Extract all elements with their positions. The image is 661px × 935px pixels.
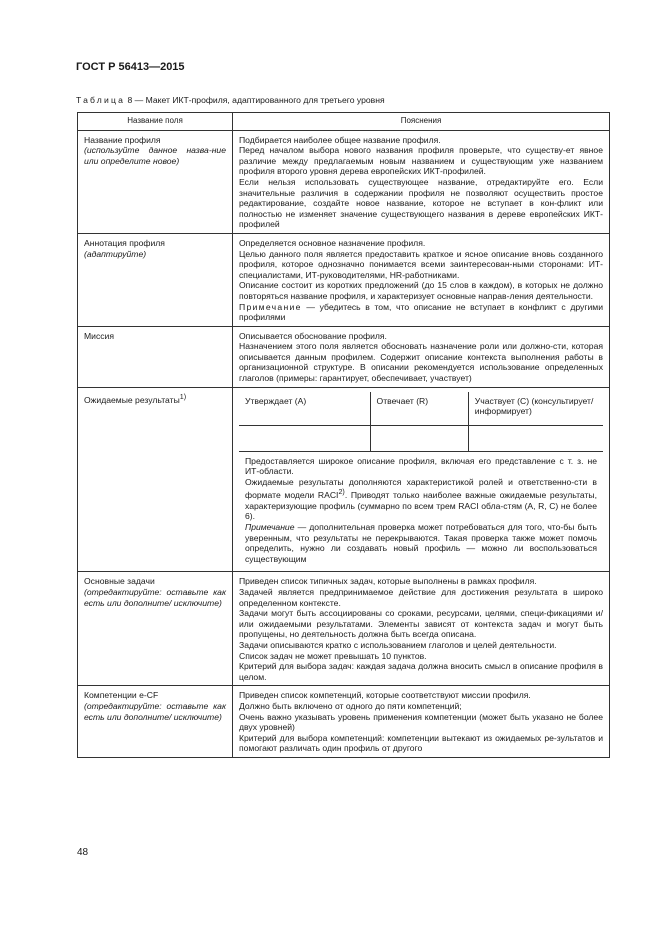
paragraph-text: . Приводят только наиболее важные ожидаемые результаты, характеризующие профиль (суммарно по всем трем RACI обла-стям (А, R, С) не более 6). bbox=[245, 490, 597, 522]
table-row-profile-name bbox=[78, 130, 610, 233]
profile-template-table bbox=[77, 112, 610, 758]
explanation-paragraph: Критерий для выбора компетенций: компетенции вытекают из ожидаемых ре-зультатов и помогают различать один профиль от другого bbox=[239, 732, 603, 754]
field-cell bbox=[78, 686, 233, 758]
explanation-paragraph: Критерий для выбора задач: каждая задача должна вносить смысл в описание профиля в целом. bbox=[239, 661, 603, 682]
explanation-paragraph: Если нельзя использовать существующее название, отредактируйте его. Если значительные различия в содержании профиля не позволяют осуществить простое редактирование, создайте новое название, которое не вступает в кон-фликт или полностью не изменяет значение существующего названия в дереве европейских ИКТ-профилей bbox=[239, 176, 603, 230]
explanation-paragraph bbox=[245, 477, 597, 522]
table-row-ecf-competences bbox=[78, 686, 610, 758]
raci-header-consulted: Участвует (С) (консультирует/ информирует) bbox=[468, 392, 603, 426]
explanation-paragraph: Очень важно указывать уровень применения компетенции (может быть указано не более двух уровней) bbox=[239, 711, 603, 733]
table-row-expected-results bbox=[78, 387, 610, 572]
page-number: 48 bbox=[77, 847, 89, 858]
raci-header-responsible: Отвечает (R) bbox=[370, 392, 468, 426]
explanation-paragraph: Список задач не может превышать 10 пунктов. bbox=[239, 650, 427, 661]
field-hint: (адаптируйте) bbox=[84, 248, 147, 259]
field-name: Компетенции e-CF bbox=[84, 690, 159, 701]
explanation-cell bbox=[233, 686, 610, 758]
raci-header-row bbox=[239, 392, 603, 426]
explanation-cell bbox=[233, 572, 610, 686]
explanation-paragraph: Приведен список типичных задач, которые выполнены в рамках профиля. bbox=[239, 576, 537, 587]
explanation-paragraph: Должно быть включено от одного до пяти компетенций; bbox=[239, 700, 462, 711]
raci-header-approves: Утверждает (А) bbox=[239, 392, 370, 426]
explanation-paragraph: Предоставляется широкое описание профиля, включая его представление с т. з. не ИТ-области. bbox=[245, 455, 597, 477]
field-hint: (отредактируйте: оставьте как есть или дополните/ исключите) bbox=[84, 587, 226, 608]
explanation-paragraph: Целью данного поля является предоставить краткое и ясное описание вновь созданного профиля, которое однозначно понимается всеми заинтересован-ными сторонами: ИТ-специалистами, ИТ-руководителями, HR-работниками. bbox=[239, 248, 603, 280]
explanation-paragraph: Назначением этого поля является обосновать назначение роли или должно-сти, которая описывается данным профилем. Содержит описание контекста выполнения работы в организационной структуре. В описании рекомендуется использование определенных глаголов (примеры: гарантирует, обеспечивает, участвует) bbox=[239, 341, 603, 384]
table-row-mission bbox=[78, 326, 610, 387]
table-caption-label: Таблица bbox=[76, 95, 126, 105]
document-header: ГОСТ Р 56413—2015 bbox=[76, 61, 185, 73]
note-label: Примечание bbox=[245, 522, 295, 533]
table-header-row bbox=[78, 113, 610, 131]
column-header-field-name: Название поля bbox=[78, 113, 233, 131]
explanation-paragraph: Подбирается наиболее общее название профиля. bbox=[239, 134, 441, 145]
explanation-paragraph: Задачи могут быть ассоциированы со сроками, ресурсами, целями, специ-фикациями и/или ожидаемыми результатами. Элементы зависят от контекста задач и могут быть пропущены, но деятельность должна быть всегда описана. bbox=[239, 608, 603, 640]
explanation-paragraph: Определяется основное назначение профиля. bbox=[239, 237, 426, 248]
raci-empty-cell bbox=[468, 425, 603, 451]
table-caption bbox=[76, 95, 385, 105]
explanation-paragraph: Приведен список компетенций, которые соответствуют миссии профиля. bbox=[239, 690, 531, 701]
field-name: Основные задачи bbox=[84, 576, 155, 587]
explanation-note bbox=[245, 522, 597, 564]
explanation-cell bbox=[233, 326, 610, 387]
field-cell bbox=[78, 387, 233, 572]
field-cell bbox=[78, 233, 233, 326]
explanation-paragraph: Описание состоит из коротких предложений (до 15 слов в каждом), в которых не должно повторяться название профиля, и характеризует основные направ-ления деятельности. bbox=[239, 280, 603, 301]
field-hint: (отредактируйте: оставьте как есть или дополните/ исключите) bbox=[84, 700, 226, 722]
raci-table bbox=[239, 392, 603, 569]
explanation-paragraph: Задачи описываются кратко с использованием глаголов и целей деятельности. bbox=[239, 640, 557, 651]
explanation-cell bbox=[233, 130, 610, 233]
raci-empty-row bbox=[239, 425, 603, 451]
column-header-explanations: Пояснения bbox=[233, 113, 610, 131]
raci-empty-cell bbox=[370, 425, 468, 451]
field-name: Аннотация профиля bbox=[84, 237, 165, 248]
field-name: Миссия bbox=[84, 330, 115, 341]
explanation-cell bbox=[233, 233, 610, 326]
raci-empty-cell bbox=[239, 425, 370, 451]
paragraph-text: Ожидаемые результаты дополняются характеристикой ролей и ответственно-сти в формате модели RACI bbox=[245, 476, 597, 501]
explanation-paragraph: Перед началом выбора нового названия профиля проверьте, что существу-ет явное различие между предлагаемым новым названием и существующим уже названием профиля второго уровня дерева европейских ИКТ-профилей. bbox=[239, 145, 603, 177]
note-label: Примечание bbox=[239, 301, 302, 312]
field-cell bbox=[78, 130, 233, 233]
field-cell bbox=[78, 572, 233, 686]
field-name bbox=[84, 392, 226, 405]
table-row-profile-annotation bbox=[78, 233, 610, 326]
footnote-marker: 1) bbox=[179, 392, 187, 401]
explanation-note bbox=[239, 302, 603, 323]
explanation-cell bbox=[233, 387, 610, 572]
footnote-marker: 2) bbox=[338, 488, 345, 497]
field-name-text: Ожидаемые результаты bbox=[84, 394, 180, 405]
field-hint: (используйте данное назва-ние или определите новое) bbox=[84, 145, 226, 166]
note-text: — убедитесь в том, что описание не вступает в конфликт с другими профилями bbox=[239, 301, 603, 323]
results-description-cell bbox=[239, 451, 603, 568]
note-text: — дополнительная проверка может потребоваться для того, что-бы быть уверенным, что результаты не перекрываются. Такая проверка также может помочь определить, нужно ли создавать новый профиль — можно ли воспользоваться существующим bbox=[245, 522, 597, 564]
raci-description-row bbox=[239, 451, 603, 568]
table-row-main-tasks bbox=[78, 572, 610, 686]
table-caption-text: 8 — Макет ИКТ-профиля, адаптированного для третьего уровня bbox=[125, 95, 385, 105]
field-name: Название профиля bbox=[84, 134, 161, 145]
field-cell bbox=[78, 326, 233, 387]
explanation-paragraph: Задачей является предпринимаемое действие для достижения результата в широко определенном контексте. bbox=[239, 587, 603, 608]
explanation-paragraph: Описывается обоснование профиля. bbox=[239, 330, 387, 341]
